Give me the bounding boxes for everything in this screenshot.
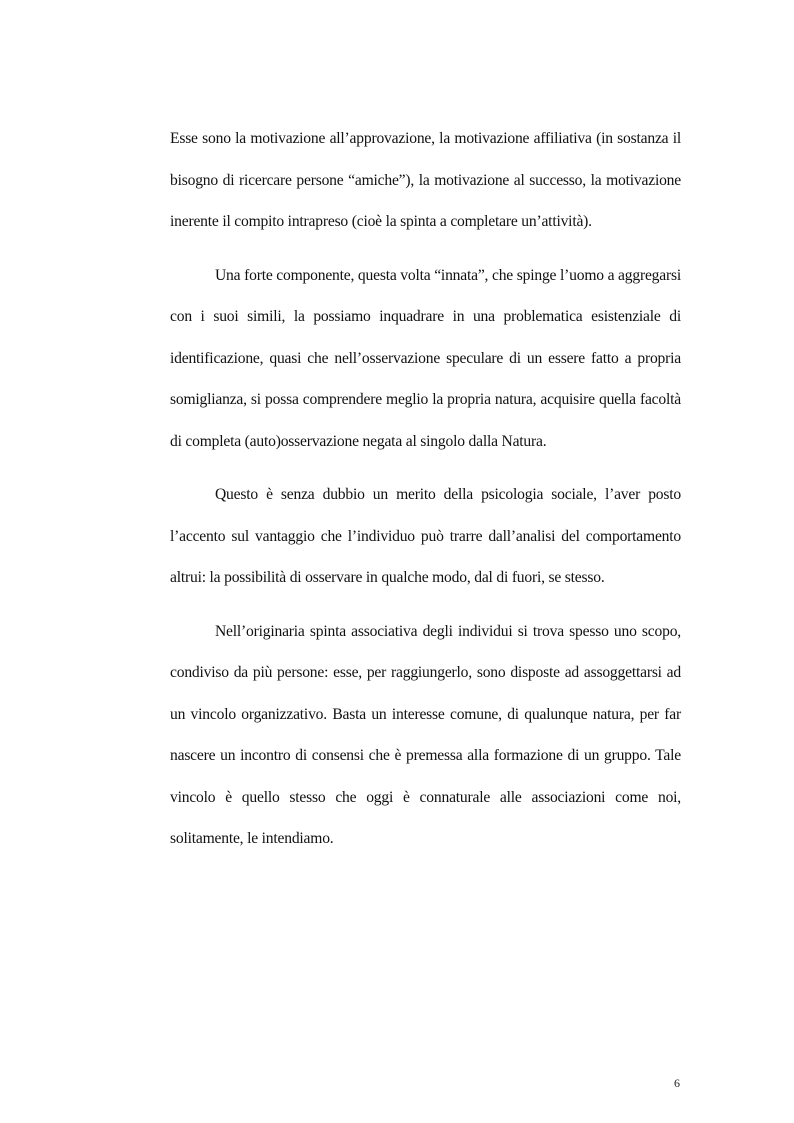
paragraph-1: Esse sono la motivazione all’approvazione, la motivazione affiliativa (in sostanza il bisogno di ricercare persone “amiche”), la motivazione al successo, la motivazione inerente il compito intrapreso (cioè la spinta a completare un’attività). [170, 130, 681, 230]
page-number: 6 [674, 1076, 680, 1090]
document-body [170, 118, 681, 872]
paragraph-4: Nell’originaria spinta associativa degli individui si trova spesso uno scopo, condiviso da più persone: esse, per raggiungerlo, sono disposte ad assoggettarsi ad un vincolo organizzativo. Basta un interesse comune, di qualunque natura, per far nascere un incontro di consensi che è premessa alla formazione di un gruppo. Tale vincolo è quello stesso che oggi è connaturale alle associazioni come noi, solitamente, le intendiamo. [170, 622, 681, 847]
paragraph-2: Una forte componente, questa volta “innata”, che spinge l’uomo a aggregarsi con i suoi simili, la possiamo inquadrare in una problematica esistenziale di identificazione, quasi che nell’osservazione speculare di un essere fatto a propria somiglianza, si possa comprendere meglio la propria natura, acquisire quella facoltà di completa (auto)osservazione negata al singolo dalla Natura. [170, 266, 681, 450]
paragraph-3: Questo è senza dubbio un merito della psicologia sociale, l’aver posto l’accento sul vantaggio che l’individuo può trarre dall’analisi del comportamento altrui: la possibilità di osservare in qualche modo, dal di fuori, se stesso. [170, 486, 681, 586]
